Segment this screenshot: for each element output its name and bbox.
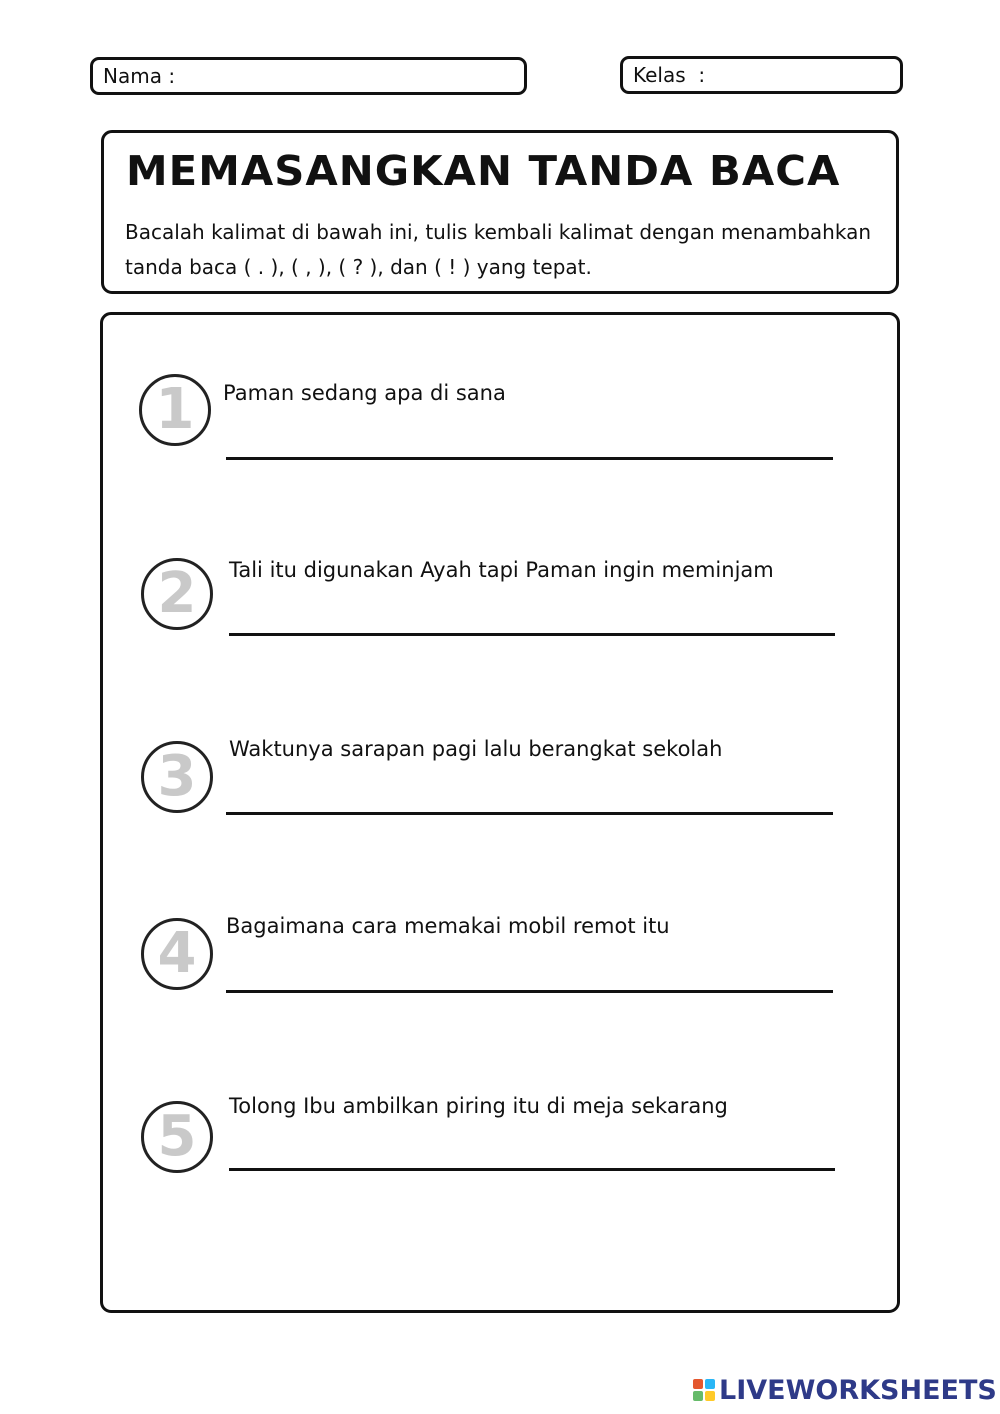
- answer-line[interactable]: [226, 457, 833, 460]
- questions-panel: [100, 312, 900, 1313]
- question-number-badge: [141, 558, 213, 630]
- question-number: 2: [157, 561, 197, 626]
- worksheet-title: MEMASANGKAN TANDA BACA: [126, 147, 841, 195]
- question-sentence: Tolong Ibu ambilkan piring itu di meja sekarang: [229, 1094, 728, 1118]
- answer-line[interactable]: [226, 812, 833, 815]
- header-panel: [101, 130, 899, 294]
- name-input[interactable]: [181, 62, 514, 90]
- liveworksheets-logo: [693, 1374, 997, 1406]
- question-number-badge: [141, 741, 213, 813]
- class-label: Kelas :: [633, 63, 706, 87]
- question-number-badge: [139, 374, 211, 446]
- name-label: Nama :: [103, 64, 176, 88]
- answer-line[interactable]: [229, 633, 835, 636]
- logo-blocks-icon: [693, 1379, 715, 1401]
- logo-block: [705, 1379, 715, 1389]
- instructions-text: Bacalah kalimat di bawah ini, tulis kembali kalimat dengan menambahkan tanda baca ( . ), ( , ), ( ? ), dan ( ! ) yang tepat.: [125, 220, 871, 279]
- question-number: 5: [157, 1104, 197, 1169]
- question-number-badge: [141, 1101, 213, 1173]
- question-number-badge: [141, 918, 213, 990]
- logo-block: [693, 1379, 703, 1389]
- answer-line[interactable]: [226, 990, 833, 993]
- question-number: 3: [157, 744, 197, 809]
- answer-line[interactable]: [229, 1168, 835, 1171]
- question-sentence: Paman sedang apa di sana: [223, 381, 506, 405]
- question-number: 4: [157, 921, 197, 986]
- logo-block: [705, 1391, 715, 1401]
- logo-block: [693, 1391, 703, 1401]
- class-field[interactable]: [620, 56, 903, 94]
- class-input[interactable]: [711, 61, 958, 89]
- question-number: 1: [155, 377, 195, 442]
- question-sentence: Bagaimana cara memakai mobil remot itu: [226, 914, 670, 938]
- logo-text: LIVEWORKSHEETS: [719, 1374, 997, 1406]
- question-sentence: Tali itu digunakan Ayah tapi Paman ingin meminjam: [229, 558, 774, 582]
- question-sentence: Waktunya sarapan pagi lalu berangkat sekolah: [229, 737, 723, 761]
- name-field[interactable]: [90, 57, 527, 95]
